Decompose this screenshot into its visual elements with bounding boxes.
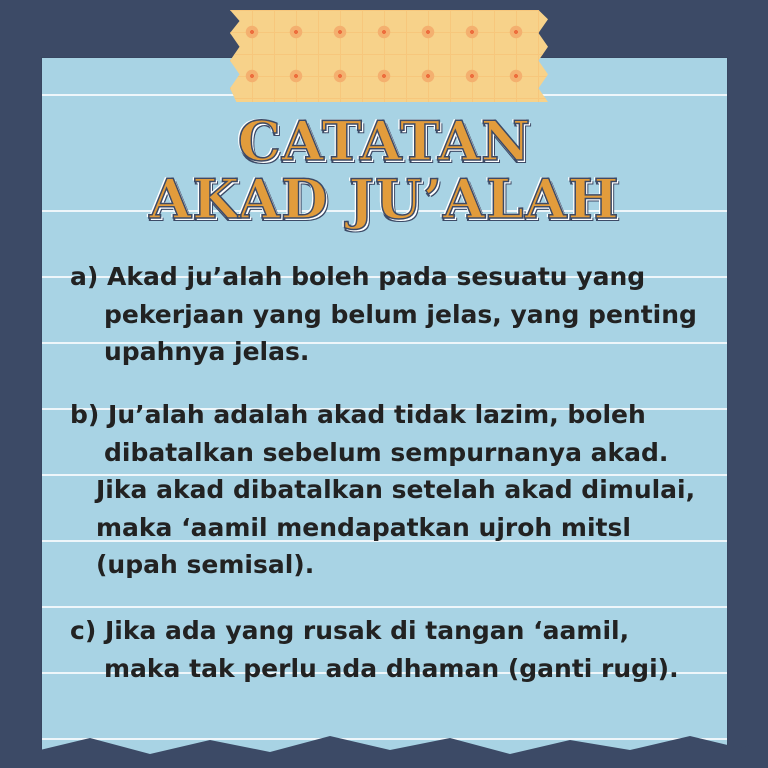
note-b-line-4: maka ‘aamil mendapatkan ujroh mitsl <box>96 512 631 542</box>
note-c-line-2: maka tak perlu ada dhaman (ganti rugi). <box>104 653 679 683</box>
note-b-line-1: b) Ju’alah adalah akad tidak lazim, boleh <box>70 400 646 429</box>
note-b <box>70 396 710 584</box>
note-b-line-2: dibatalkan sebelum sempurnanya akad. <box>104 437 669 467</box>
title-line-1: CATATAN <box>237 109 532 173</box>
note-a <box>70 258 710 371</box>
torn-paper-edge <box>0 720 768 768</box>
note-a-line-3: upahnya jelas. <box>104 337 310 366</box>
washi-tape-decoration <box>230 10 548 102</box>
note-c-line-1: c) Jika ada yang rusak di tangan ‘aamil, <box>70 616 630 645</box>
note-c <box>70 612 710 687</box>
note-b-line-5: (upah semisal). <box>96 550 315 579</box>
note-a-line-1: a) Akad ju’alah boleh pada sesuatu yang <box>70 262 646 291</box>
note-b-line-3: Jika akad dibatalkan setelah akad dimulai, <box>96 475 696 504</box>
title-line-2: AKAD JU’ALAH <box>149 167 620 231</box>
note-a-line-2: pekerjaan yang belum jelas, yang penting <box>104 299 697 329</box>
